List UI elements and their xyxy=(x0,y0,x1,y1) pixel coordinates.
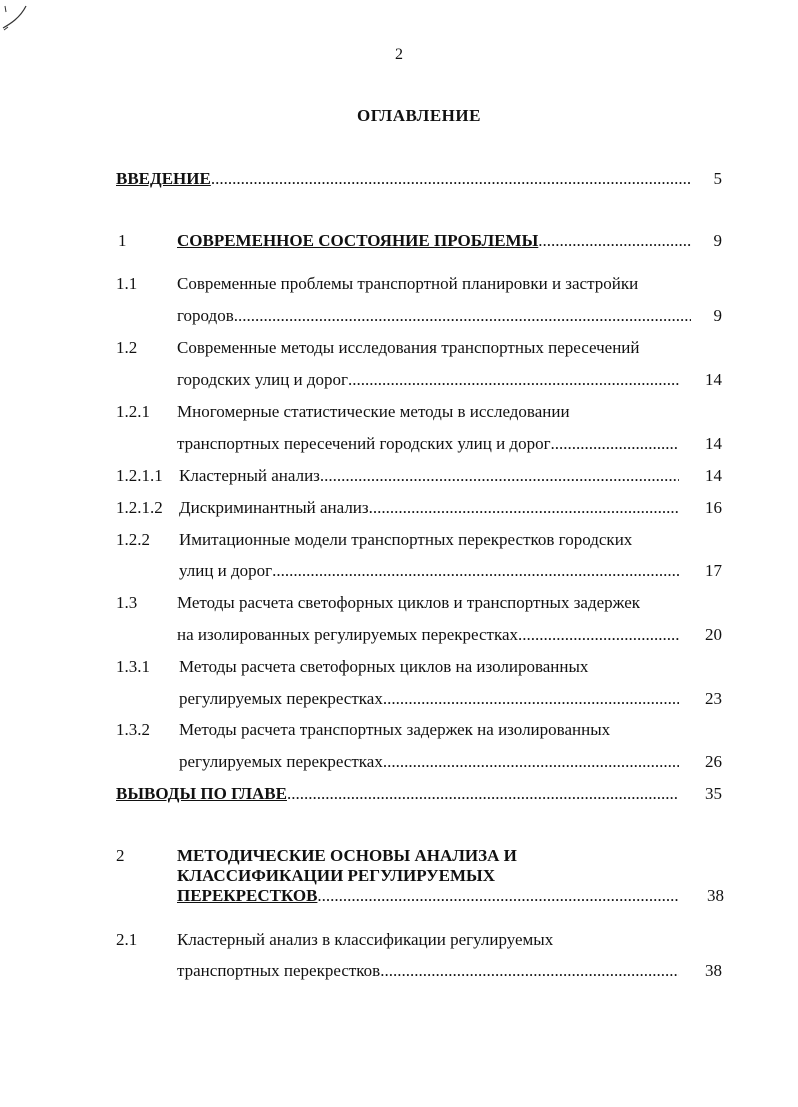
toc-entry-title[interactable]: Методы расчета светофорных циклов на изолированных xyxy=(179,657,589,676)
toc-entry-title[interactable]: Современные проблемы транспортной планировки и застройки xyxy=(177,274,639,293)
toc-entry-number: 1 xyxy=(118,231,127,250)
toc-entry-title-cont: транспортных перекрестков xyxy=(177,961,381,980)
toc-entry-title: ВЫВОДЫ ПО ГЛАВЕ xyxy=(116,784,287,803)
toc-entry-number: 2 xyxy=(116,846,125,865)
toc-entry-title-cont: городов xyxy=(177,306,234,325)
toc-entry-section-1-3-1[interactable] xyxy=(179,689,679,709)
toc-page-number: 9 xyxy=(713,231,722,250)
toc-page-number: 5 xyxy=(713,169,722,188)
toc-entry-title[interactable]: Современные методы исследования транспортных пересечений xyxy=(177,338,640,357)
scan-mark-icon xyxy=(0,0,40,40)
toc-entry-conclusions[interactable] xyxy=(116,784,679,804)
toc-entry-number: 1.3.1 xyxy=(116,657,150,676)
toc-entry-title-cont: КЛАССИФИКАЦИИ РЕГУЛИРУЕМЫХ xyxy=(177,866,496,885)
toc-page-number: 14 xyxy=(705,466,722,485)
toc-entry-title-cont: улиц и дорог xyxy=(179,561,273,580)
toc-entry-number: 1.3 xyxy=(116,593,138,612)
toc-page-number: 26 xyxy=(705,752,722,771)
toc-page-number: 35 xyxy=(705,784,722,803)
toc-entry-chapter-2[interactable] xyxy=(177,886,679,906)
toc-page-number: 38 xyxy=(707,886,724,905)
toc-entry-section-1-3-2[interactable] xyxy=(179,752,679,772)
toc-entry-section-1-2-1[interactable] xyxy=(177,434,679,454)
toc-page-number: 17 xyxy=(705,561,722,580)
toc-entry-intro[interactable] xyxy=(116,169,691,189)
toc-entry-title[interactable]: Кластерный анализ в классификации регулируемых xyxy=(177,930,554,949)
toc-entry-number: 1.2 xyxy=(116,338,138,357)
toc-page-number: 20 xyxy=(705,625,722,644)
toc-entry-title[interactable]: Имитационные модели транспортных перекрестков городских xyxy=(179,530,633,549)
page-number: 2 xyxy=(395,46,403,63)
toc-entry-title: СОВРЕМЕННОЕ СОСТОЯНИЕ ПРОБЛЕМЫ xyxy=(177,231,539,250)
toc-entry-section-1-3[interactable] xyxy=(177,625,679,645)
toc-entry-number: 2.1 xyxy=(116,930,138,949)
toc-entry-number: 1.2.1.2 xyxy=(116,498,163,517)
toc-entry-number: 1.2.2 xyxy=(116,530,150,549)
toc-entry-chapter-1[interactable] xyxy=(177,231,691,251)
toc-entry-title: Кластерный анализ xyxy=(179,466,320,485)
toc-entry-title-cont: транспортных пересечений городских улиц и дорог xyxy=(177,434,551,453)
toc-entry-number: 1.2.1 xyxy=(116,402,150,421)
toc-entry-title[interactable]: МЕТОДИЧЕСКИЕ ОСНОВЫ АНАЛИЗА И xyxy=(177,846,517,865)
toc-entry-section-1-1[interactable] xyxy=(177,306,691,326)
toc-entry-title: Дискриминантный анализ xyxy=(179,498,369,517)
toc-entry-number: 1.2.1.1 xyxy=(116,466,163,485)
toc-page-number: 38 xyxy=(705,961,722,980)
toc-page-number: 16 xyxy=(705,498,722,517)
toc-page-number: 9 xyxy=(713,306,722,325)
toc-entry-title-cont: регулируемых перекрестках xyxy=(179,752,383,771)
toc-page-number: 14 xyxy=(705,370,722,389)
toc-page-number: 23 xyxy=(705,689,722,708)
toc-entry-title: ВВЕДЕНИЕ xyxy=(116,169,211,188)
toc-entry-title-cont: регулируемых перекрестках xyxy=(179,689,383,708)
toc-entry-section-2-1[interactable] xyxy=(177,961,679,981)
toc-page-number: 14 xyxy=(705,434,722,453)
toc-entry-title[interactable]: Многомерные статистические методы в исследовании xyxy=(177,402,570,421)
toc-entry-title[interactable]: Методы расчета светофорных циклов и транспортных задержек xyxy=(177,593,641,612)
toc-entry-section-1-2-1-2[interactable] xyxy=(179,498,679,518)
toc-entry-section-1-2[interactable] xyxy=(177,370,679,390)
toc-entry-number: 1.1 xyxy=(116,274,138,293)
toc-entry-section-1-2-1-1[interactable] xyxy=(179,466,679,486)
toc-entry-title-cont: ПЕРЕКРЕСТКОВ xyxy=(177,886,318,905)
toc-entry-title[interactable]: Методы расчета транспортных задержек на изолированных xyxy=(179,720,611,739)
toc-entry-number: 1.3.2 xyxy=(116,720,150,739)
toc-entry-title-cont: на изолированных регулируемых перекрестках xyxy=(177,625,518,644)
toc-entry-section-1-2-2[interactable] xyxy=(179,561,679,581)
toc-entry-title-cont: городских улиц и дорог xyxy=(177,370,349,389)
page-title: ОГЛАВЛЕНИЕ xyxy=(357,106,481,125)
